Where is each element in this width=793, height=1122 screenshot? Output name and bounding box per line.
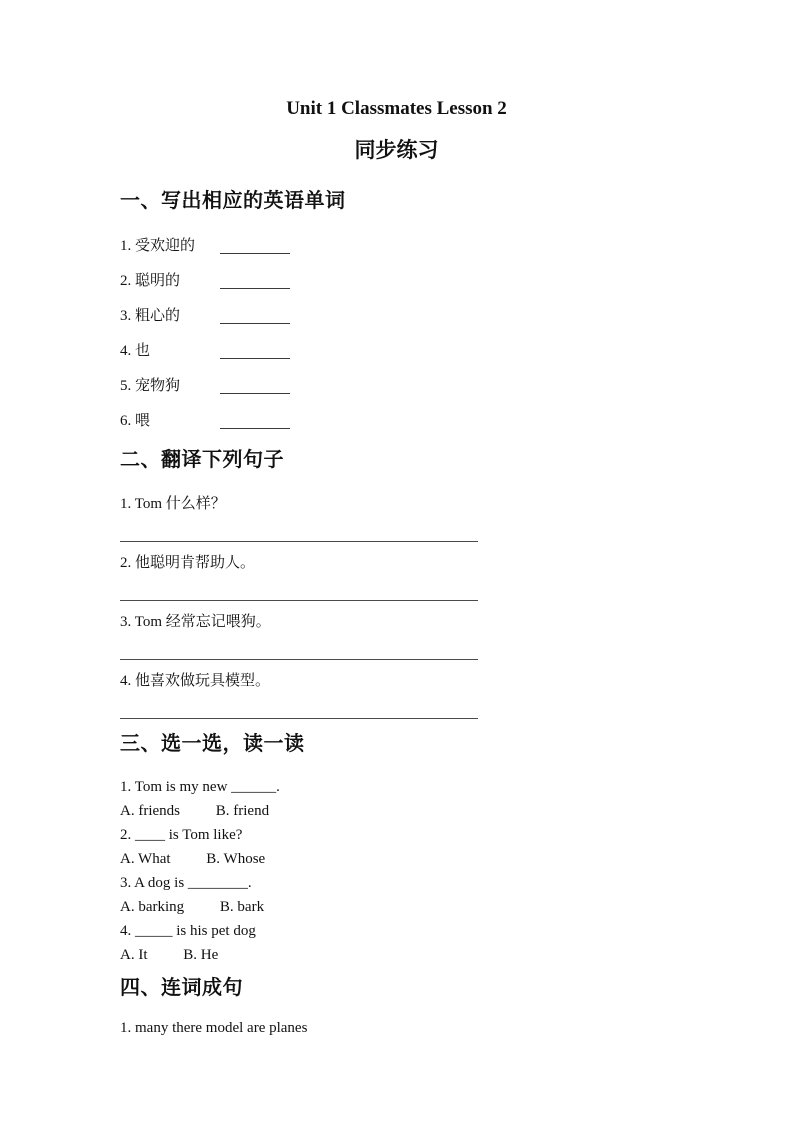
vocab-row	[120, 308, 673, 324]
vocab-list	[120, 238, 673, 429]
translate-item	[120, 496, 673, 542]
option-a: A. What	[120, 851, 171, 867]
vocab-row	[120, 378, 673, 394]
section4-heading: 四、连词成句	[120, 977, 243, 999]
document-subtitle: 同步练习	[354, 139, 439, 162]
choice-options	[120, 799, 673, 823]
word-order-sentence: 1. many there model are planes	[120, 1020, 308, 1036]
option-a: A. friends	[120, 803, 180, 819]
option-b: B. bark	[219, 899, 265, 915]
choice-list	[120, 775, 673, 967]
answer-blank	[220, 344, 290, 359]
option-b: B. He	[183, 947, 219, 963]
translate-sentence: 4. 他喜欢做玩具模型。	[120, 673, 271, 689]
choice-options	[120, 847, 673, 871]
translate-sentence: 3. Tom 经常忘记喂狗。	[120, 614, 271, 630]
translate-item	[120, 614, 673, 660]
section2-heading: 二、翻译下列句子	[120, 449, 284, 471]
option-a: A. It	[120, 947, 148, 963]
answer-blank	[220, 274, 290, 289]
translate-sentence: 2. 他聪明肯帮助人。	[120, 555, 256, 571]
vocab-row	[120, 343, 673, 359]
option-b: B. Whose	[206, 851, 266, 867]
answer-line	[120, 718, 478, 719]
translate-item	[120, 555, 673, 601]
choice-question: 2. ____ is Tom like?	[120, 827, 243, 843]
translate-list	[120, 496, 673, 719]
vocab-word: 2. 聪明的	[120, 273, 181, 289]
answer-line	[120, 541, 478, 542]
word-order-list	[120, 1020, 673, 1037]
answer-blank	[220, 414, 290, 429]
vocab-word: 3. 粗心的	[120, 308, 181, 324]
choice-options	[120, 895, 673, 919]
answer-line	[120, 659, 478, 660]
section1-heading: 一、写出相应的英语单词	[120, 190, 346, 212]
answer-blank	[220, 309, 290, 324]
answer-blank	[220, 239, 290, 254]
choice-question: 3. A dog is ________.	[120, 875, 252, 891]
document-title: Unit 1 Classmates Lesson 2	[286, 98, 507, 119]
answer-blank	[220, 379, 290, 394]
answer-line	[120, 600, 478, 601]
choice-options	[120, 943, 673, 967]
choice-question: 1. Tom is my new ______.	[120, 779, 280, 795]
vocab-word: 4. 也	[120, 343, 151, 359]
vocab-row	[120, 273, 673, 289]
option-b: B. friend	[215, 803, 270, 819]
vocab-row	[120, 413, 673, 429]
vocab-row	[120, 238, 673, 254]
section3-heading: 三、选一选，读一读	[120, 733, 305, 755]
translate-item	[120, 673, 673, 719]
translate-sentence: 1. Tom 什么样？	[120, 496, 226, 512]
choice-question: 4. _____ is his pet dog	[120, 923, 256, 939]
vocab-word: 1. 受欢迎的	[120, 238, 196, 254]
document-body	[120, 189, 673, 1037]
vocab-word: 6. 喂	[120, 413, 151, 429]
option-a: A. barking	[120, 899, 185, 915]
vocab-word: 5. 宠物狗	[120, 378, 181, 394]
